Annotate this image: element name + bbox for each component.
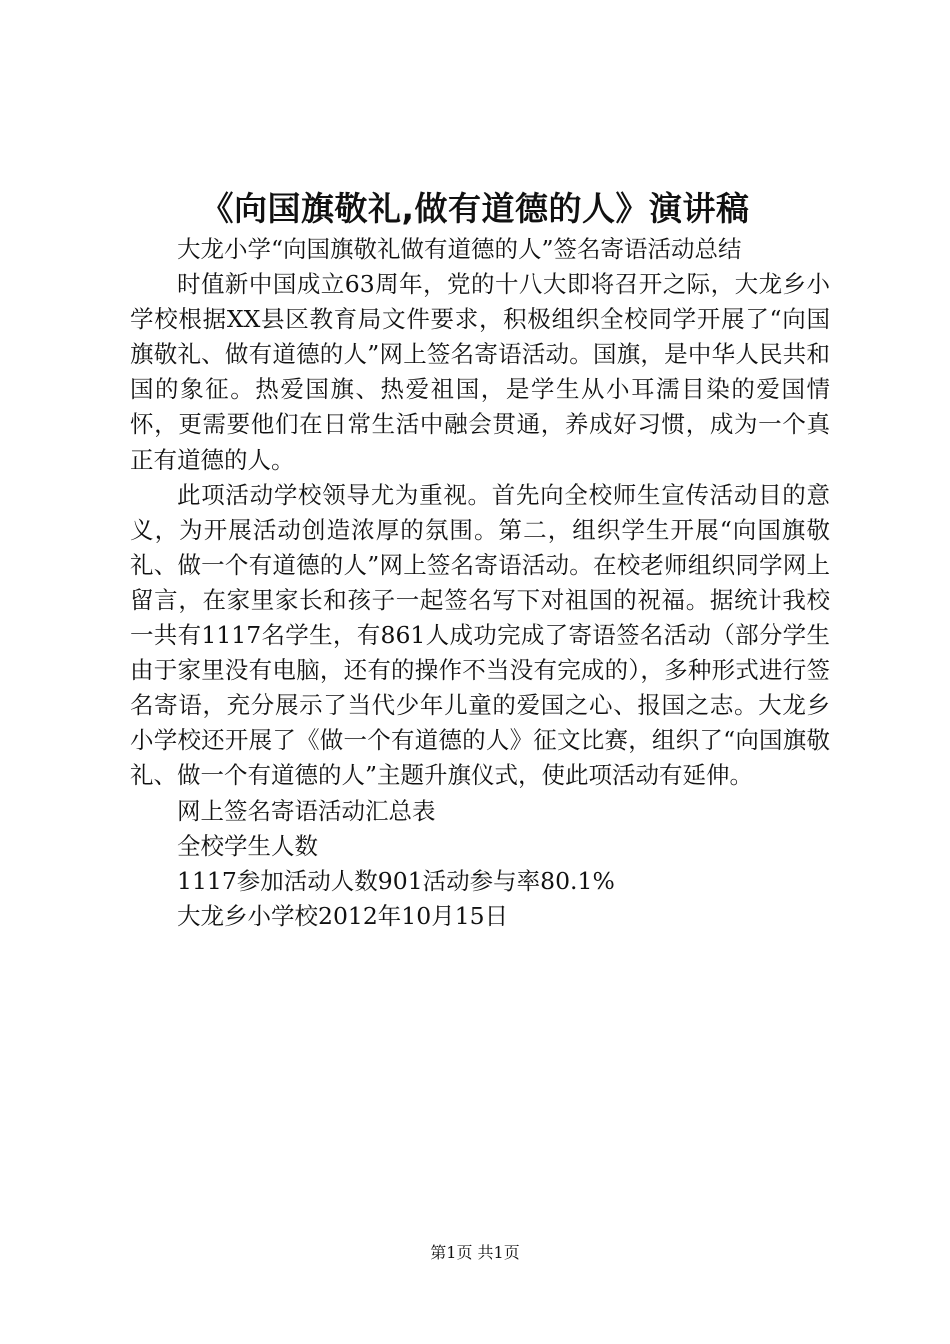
paragraph-activities: 此项活动学校领导尤为重视。首先向全校师生宣传活动目的意义，为开展活动创造浓厚的氛围。第二，组织学生开展“向国旗敬礼、做一个有道德的人”网上签名寄语活动。在校老师组织同学网上留言，在家里家长和孩子一起签名写下对祖国的祝福。据统计我校一共有1117名学生，有861人成功完成了寄语签名活动（部分学生由于家里没有电脑，还有的操作不当没有完成的），多种形式进行签名寄语，充分展示了当代少年儿童的爱国之心、报国之志。大龙乡小学校还开展了《做一个有道德的人》征文比赛，组织了“向国旗敬礼、做一个有道德的人”主题升旗仪式，使此项活动有延伸。 — [130, 480, 830, 790]
summary-table-header: 全校学生人数 — [177, 831, 318, 860]
page-footer: 第1页 共1页 — [430, 1243, 520, 1262]
paragraph-intro: 时值新中国成立63周年，党的十八大即将召开之际，大龙乡小学校根据XX县区教育局文件要求，积极组织全校同学开展了“向国旗敬礼、做有道德的人”网上签名寄语活动。国旗，是中华人民共和国的象征。热爱国旗、热爱祖国，是学生从小耳濡目染的爱国情怀，更需要他们在日常生活中融会贯通，养成好习惯，成为一个真正有道德的人。 — [130, 270, 830, 474]
summary-heading: 大龙小学“向国旗敬礼做有道德的人”签名寄语活动总结 — [177, 235, 742, 263]
summary-table-title: 网上签名寄语活动汇总表 — [177, 796, 436, 825]
summary-table-values: 1117参加活动人数901活动参与率80.1% — [177, 866, 615, 895]
document-title: 《向国旗敬礼,做有道德的人》演讲稿 — [200, 189, 750, 228]
document-body — [130, 232, 830, 934]
signature-date: 大龙乡小学校2012年10月15日 — [177, 901, 509, 930]
